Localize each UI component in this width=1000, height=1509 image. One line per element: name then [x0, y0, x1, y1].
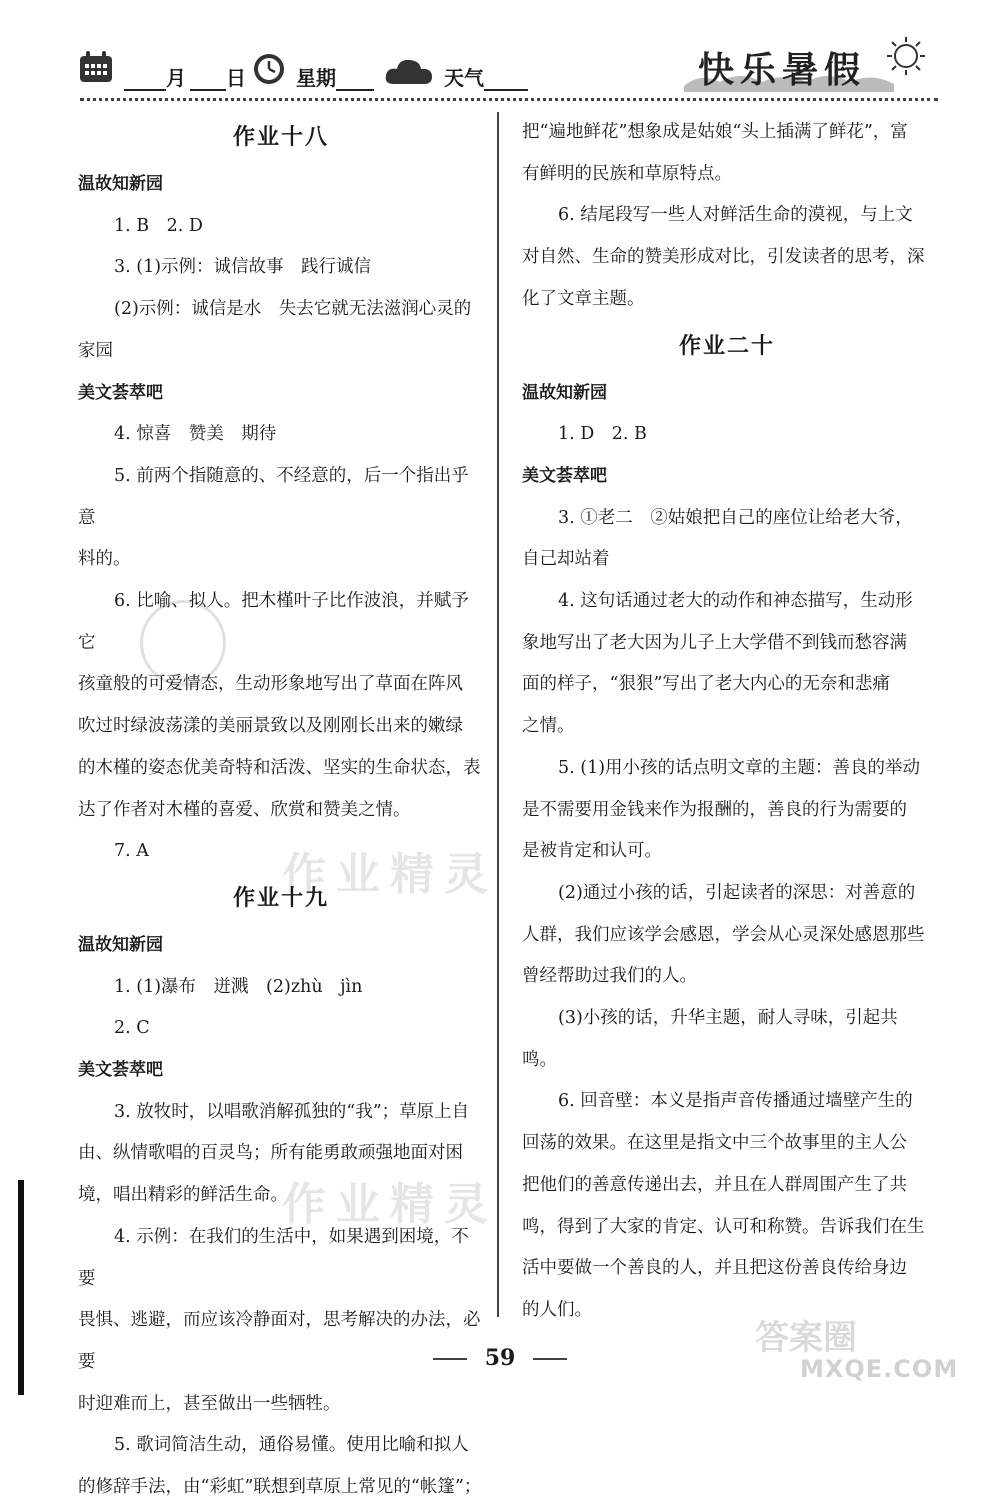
answer-line: 把“遍地鲜花”想象成是姑娘“头上插满了鲜花”，富: [522, 122, 908, 142]
answer-line: 家园: [78, 340, 113, 361]
page-number: 59: [0, 1345, 1000, 1371]
answer-line: 鸣，得到了大家的肯定、认可和称赞。告诉我们在生: [522, 1216, 925, 1237]
left-column: [78, 112, 484, 1509]
weekday-field: 星期: [296, 62, 374, 91]
answer-line: 3. ①老二 ②姑娘把自己的座位让给老大爷，: [558, 507, 913, 528]
answer-line: 5. (1)用小孩的话点明文章的主题：善良的举动: [558, 757, 921, 778]
weather-field: 天气: [444, 62, 528, 91]
day-field: 日: [190, 62, 246, 91]
answer-line: 是被肯定和认可。: [522, 841, 662, 862]
answer-line: 的木槿的姿态优美奇特和活泼、坚实的生命状态，表: [78, 757, 481, 778]
watermark-stamp: [140, 600, 226, 686]
answer-line: (2)示例：诚信是水 失去它就无法滋润心灵的: [114, 299, 472, 320]
subsection-label: 美文荟萃吧: [78, 382, 163, 403]
answer-line: 境，唱出精彩的鲜活生命。: [78, 1185, 288, 1206]
banner: [680, 36, 930, 92]
watermark-text: 作业精灵: [282, 849, 498, 900]
answer-line: 的人们。: [522, 1299, 592, 1320]
answer-line: 6. 比喻、拟人。把木槿叶子比作波浪，并赋予它: [78, 591, 469, 653]
answer-line: 有鲜明的民族和草原特点。: [522, 163, 732, 184]
answer-line: 化了文章主题。: [522, 288, 645, 309]
page-header: [0, 0, 1000, 100]
answer-line: 时迎难而上，甚至做出一些牺牲。: [78, 1393, 341, 1414]
answer-line: (3)小孩的话，升华主题，耐人寻味，引起共鸣。: [522, 1008, 898, 1070]
answer-line: 的修辞手法，由“彩虹”联想到草原上常见的“帐篷”；: [78, 1477, 482, 1498]
answer-line: 4. 示例：在我们的生活中，如果遇到困境，不要: [78, 1226, 469, 1289]
watermark-text: 作业精灵: [282, 1179, 498, 1230]
subsection-label: 美文荟萃吧: [522, 465, 607, 486]
banner-title: 快乐暑假: [698, 49, 867, 91]
answer-line: 6. 结尾段写一些人对鲜活生命的漠视，与上文: [558, 205, 913, 226]
month-field: 月: [124, 62, 186, 91]
answer-line: 1. (1)瀑布 迸溅 (2)zhù jìn: [114, 976, 363, 997]
answer-line: 曾经帮助过我们的人。: [522, 966, 697, 987]
answer-line: 7. A: [114, 841, 149, 862]
answer-line: 4. 惊喜 赞美 期待: [114, 424, 277, 445]
calendar-icon: [78, 50, 114, 84]
answer-line: 2. C: [114, 1018, 150, 1039]
answer-line: 人群，我们应该学会感恩，学会从心灵深处感恩那些: [522, 924, 925, 945]
answer-line: 达了作者对木槿的喜爱、欣赏和赞美之情。: [78, 799, 411, 820]
section-heading: 作业十八: [232, 125, 329, 150]
brand-logo: 答案圈: [755, 1318, 857, 1358]
answer-line: 畏惧、逃避，而应该冷静面对，思考解决的办法，必要: [78, 1310, 481, 1372]
answer-line: 吹过时绿波荡漾的美丽景致以及刚刚长出来的嫩绿: [78, 716, 463, 737]
subsection-label: 温故知新园: [522, 382, 607, 403]
cloud-icon: [384, 56, 434, 86]
subsection-label: 温故知新园: [78, 934, 163, 955]
section-heading: 作业二十: [678, 333, 775, 359]
answer-line: 孩童般的可爱情态，生动形象地写出了草面在阵风: [78, 674, 463, 695]
answer-line: 活中要做一个善良的人，并且把这份善良传给身边: [522, 1258, 907, 1279]
column-divider: [497, 112, 499, 1317]
answer-line: (2)通过小孩的话，引起读者的深思：对善意的: [558, 882, 916, 903]
section-heading: 作业十九: [232, 885, 329, 911]
answer-line: 4. 这句话通过老大的动作和神态描写，生动形: [558, 591, 913, 612]
answer-line: 回荡的效果。在这里是指文中三个故事里的主人公: [522, 1133, 907, 1154]
answer-line: 3. 放牧时，以唱歌消解孤独的“我”；草原上自: [114, 1101, 470, 1122]
sun-icon: [886, 36, 926, 76]
answer-line: 由、纵情歌唱的百灵鸟；所有能勇敢顽强地面对困: [78, 1143, 463, 1164]
answer-line: 面的样子，“狠狠”写出了老大内心的无奈和悲痛: [522, 674, 890, 695]
answer-line: 自己却站着: [522, 549, 610, 570]
answer-line: 5. 前两个指随意的、不经意的，后一个指出乎意: [78, 465, 469, 528]
answer-line: 5. 歌词简洁生动，通俗易懂。使用比喻和拟人: [114, 1435, 469, 1456]
answer-line: 是不需要用金钱来作为报酬的，善良的行为需要的: [522, 799, 907, 820]
answer-line: 象地写出了老大因为儿子上大学借不到钱而愁容满: [522, 632, 907, 653]
answer-line: 3. (1)示例：诚信故事 践行诚信: [114, 257, 372, 278]
answer-line: 6. 回音壁：本义是指声音传播通过墙壁产生的: [558, 1091, 913, 1112]
answer-line: 之情。: [522, 716, 575, 737]
header-dotted-divider: [80, 98, 938, 101]
answer-line: 对自然、生命的赞美形成对比，引发读者的思考，深: [522, 247, 925, 268]
subsection-label: 美文荟萃吧: [78, 1060, 163, 1081]
right-column: [522, 112, 932, 1332]
scan-edge: [18, 1180, 24, 1395]
answer-line: 料的。: [78, 549, 131, 570]
answer-line: 1. B 2. D: [114, 215, 203, 236]
answer-line: 把他们的善意传递出去，并且在人群周围产生了共: [522, 1174, 907, 1195]
subsection-label: 温故知新园: [78, 174, 163, 194]
answer-line: 1. D 2. B: [558, 424, 647, 445]
brand-url: MXQE.COM: [800, 1355, 959, 1383]
clock-icon: [252, 52, 286, 86]
